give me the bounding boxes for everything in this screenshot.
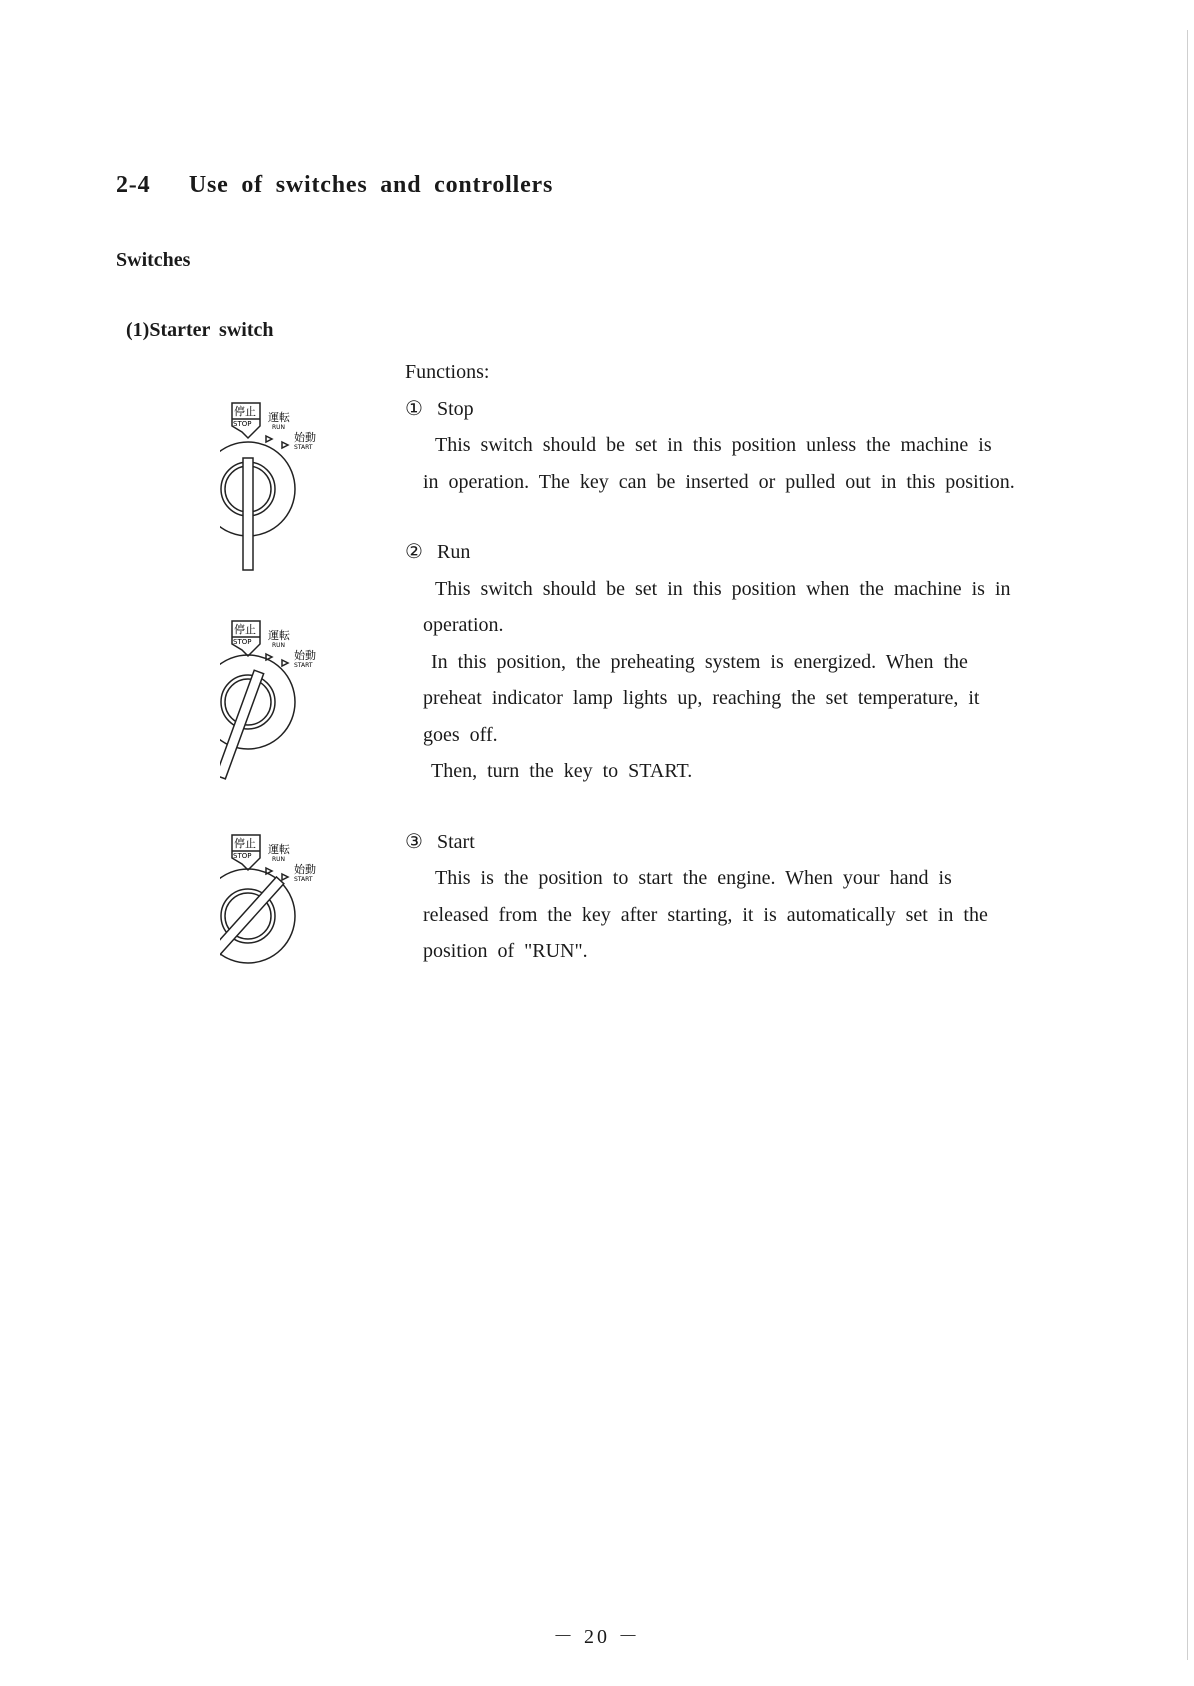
section-title-text: Use of switches and controllers	[188, 172, 554, 198]
label-stop-jp: 停止	[234, 405, 256, 418]
label-start-jp: 始動	[294, 863, 316, 876]
item-name: Stop	[437, 397, 474, 420]
label-run-jp: 運転	[268, 411, 290, 424]
starter-switch-stop-icon	[220, 398, 340, 578]
switches-heading: Switches	[116, 249, 191, 271]
scan-edge-line	[1187, 30, 1188, 1660]
item-run-description	[405, 571, 1015, 790]
item-stop-heading	[405, 391, 1015, 428]
paragraph: This is the position to start the engine. When your hand is released from the key after starting, it is automatically set in the position of "RUN".	[423, 867, 988, 962]
label-start-en: START	[294, 444, 313, 451]
label-stop-jp: 停止	[234, 623, 256, 636]
starter-switch-start-icon	[220, 830, 340, 1010]
paragraph: This switch should be set in this position unless the machine is in operation. The key can be inserted or pulled out in this position.	[423, 434, 1015, 493]
label-stop-en: STOP	[233, 852, 252, 860]
item-run-heading	[405, 534, 1015, 571]
paragraph: In this position, the preheating system is energized. When the preheat indicator lamp lights up, reaching the set temperature, it goes off.	[423, 650, 980, 746]
item-number: ③	[405, 830, 423, 853]
label-start-jp: 始動	[294, 649, 316, 662]
section-number: 2-4	[116, 172, 151, 198]
item-number: ①	[405, 397, 423, 420]
label-start-en: START	[294, 662, 313, 669]
paragraph: Then, turn the key to START.	[431, 760, 693, 782]
starter-switch-title: (1)Starter switch	[126, 319, 274, 341]
functions-label: Functions:	[405, 361, 490, 383]
label-run-en: RUN	[272, 424, 286, 431]
starter-switch-run-icon	[220, 616, 340, 796]
label-run-jp: 運転	[268, 629, 290, 642]
label-start-jp: 始動	[294, 431, 316, 444]
label-run-jp: 運転	[268, 843, 290, 856]
label-start-en: START	[294, 876, 313, 883]
page-number: － 20 －	[553, 1626, 641, 1648]
label-run-en: RUN	[272, 642, 286, 649]
item-name: Run	[437, 541, 471, 563]
item-stop-description	[405, 427, 1015, 500]
paragraph: This switch should be set in this position when the machine is in operation.	[423, 577, 1011, 636]
label-stop-en: STOP	[233, 638, 252, 646]
item-name: Start	[437, 830, 475, 853]
item-start-description	[405, 860, 1015, 970]
functions-column	[405, 354, 1015, 970]
label-stop-jp: 停止	[234, 837, 256, 850]
label-run-en: RUN	[272, 856, 286, 863]
item-start-heading	[405, 824, 1015, 861]
item-number: ②	[405, 541, 423, 563]
label-stop-en: STOP	[233, 420, 252, 428]
section-title	[116, 172, 553, 199]
